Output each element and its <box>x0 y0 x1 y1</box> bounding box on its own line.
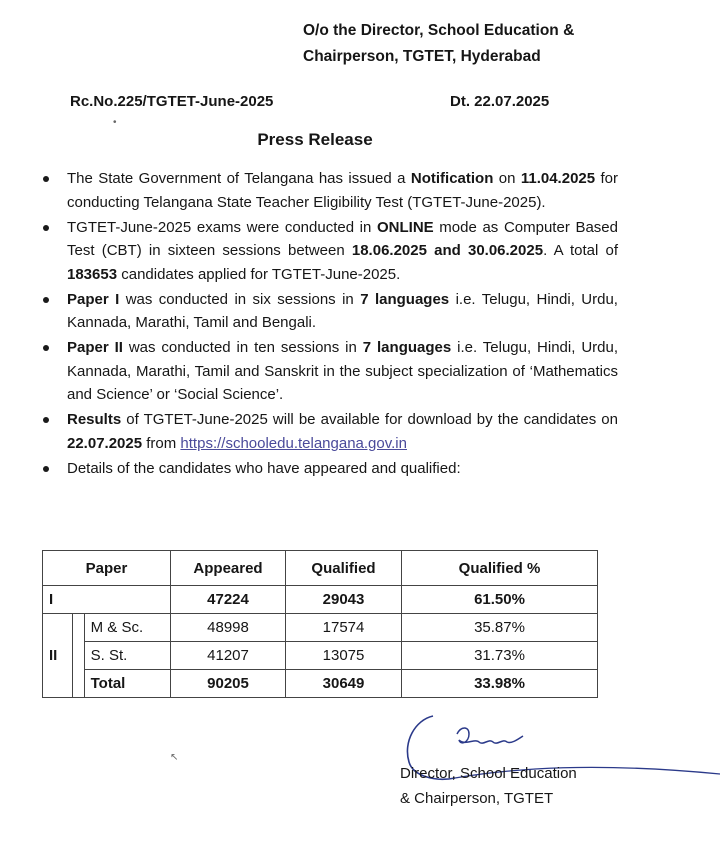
body-text: from <box>142 434 181 452</box>
body-text: on <box>493 170 521 187</box>
body-text: i.e. Telugu, Hindi, Urdu, Kannada, Marathi, Tamil and Sanskrit in the subject specialization of ‘Mathematics and Science’ or ‘Social Science’. <box>67 339 618 403</box>
paper-cell: I <box>43 586 171 614</box>
header-qualified: Qualified <box>286 551 402 586</box>
bold-text: 7 languages <box>360 290 450 308</box>
table-row <box>43 670 598 698</box>
body-text: of TGTET-June-2025 will be available for download by the candidates on <box>121 411 618 428</box>
table-row <box>43 642 598 670</box>
pct-cell: 35.87% <box>402 614 598 642</box>
body-text: was conducted in six sessions in <box>119 290 361 308</box>
qualified-cell: 17574 <box>286 614 402 642</box>
list-item <box>38 336 618 407</box>
bullet-dot-icon <box>43 176 49 182</box>
subject-cell: S. St. <box>84 642 170 670</box>
bullet-dot-icon <box>43 417 49 423</box>
appeared-cell: 90205 <box>171 670 286 698</box>
bullet-dot-icon <box>43 345 49 351</box>
bold-text: 7 languages <box>362 339 452 356</box>
office-address <box>303 18 703 70</box>
list-item <box>38 408 618 455</box>
bullet-dot-icon <box>43 466 49 472</box>
table-row <box>43 586 598 614</box>
bold-text: 183653 <box>67 265 118 283</box>
bold-text: Notification <box>410 170 494 187</box>
spacer-cell <box>73 614 84 698</box>
signatory-subtitle: & Chairperson, TGTET <box>400 790 554 807</box>
body-text: was conducted in ten sessions in <box>122 339 363 356</box>
bold-text: Paper I <box>67 290 120 308</box>
office-line-2: Chairperson, TGTET, Hyderabad <box>303 48 541 65</box>
results-table <box>42 550 598 698</box>
body-text: mode as Computer Based Test (CBT) in sixteen sessions between <box>67 218 618 259</box>
bold-text: Results <box>67 411 122 428</box>
body-text: TGTET-June-2025 exams were conducted in <box>67 218 377 236</box>
signatory-title: Director, School Education <box>400 765 577 782</box>
reference-number: Rc.No.225/TGTET-June-2025 <box>70 93 274 110</box>
header-qualified-pct: Qualified % <box>402 551 598 586</box>
qualified-cell: 30649 <box>286 670 402 698</box>
paper-cell: II <box>43 614 73 698</box>
bullet-dot-icon <box>43 225 49 231</box>
subject-cell: M & Sc. <box>84 614 170 642</box>
bold-text: ONLINE <box>377 218 434 236</box>
pct-cell: 31.73% <box>402 642 598 670</box>
office-line-1: O/o the Director, School Education & <box>303 22 575 39</box>
qualified-cell: 13075 <box>286 642 402 670</box>
bold-text: 22.07.2025 <box>67 434 143 452</box>
pct-cell: 61.50% <box>402 586 598 614</box>
bold-text: 18.06.2025 and 30.06.2025 <box>351 242 544 259</box>
results-link[interactable]: https://schooledu.telangana.gov.in <box>180 434 407 452</box>
scan-mark: ↖ <box>170 752 179 763</box>
appeared-cell: 47224 <box>171 586 286 614</box>
scan-mark: • <box>113 117 117 128</box>
page-title: Press Release <box>257 130 373 149</box>
body-text: . A total of <box>543 242 618 259</box>
body-text: for conducting Telangana State Teacher Eligibility Test (TGTET-June-2025). <box>67 170 618 211</box>
body-text: candidates applied for TGTET-June-2025. <box>117 265 401 283</box>
total-label-cell: Total <box>84 670 170 698</box>
table-header-row <box>43 551 598 586</box>
qualified-cell: 29043 <box>286 586 402 614</box>
body-text: i.e. Telugu, Hindi, Urdu, Kannada, Marathi, Tamil and Bengali. <box>67 290 618 331</box>
release-date: Dt. 22.07.2025 <box>450 93 550 110</box>
table-row <box>43 614 598 642</box>
body-text: The State Government of Telangana has issued a <box>67 170 411 187</box>
bullet-dot-icon <box>43 297 49 303</box>
pct-cell: 33.98% <box>402 670 598 698</box>
list-item <box>38 457 618 481</box>
appeared-cell: 41207 <box>171 642 286 670</box>
bold-text: 11.04.2025 <box>520 170 596 187</box>
header-appeared: Appeared <box>171 551 286 586</box>
list-item <box>38 288 618 335</box>
header-paper: Paper <box>43 551 171 586</box>
body-text: Details of the candidates who have appeared and qualified: <box>67 459 461 477</box>
list-item <box>38 167 618 214</box>
appeared-cell: 48998 <box>171 614 286 642</box>
list-item <box>38 216 618 287</box>
bold-text: Paper II <box>67 339 123 356</box>
bullet-list <box>38 167 618 482</box>
